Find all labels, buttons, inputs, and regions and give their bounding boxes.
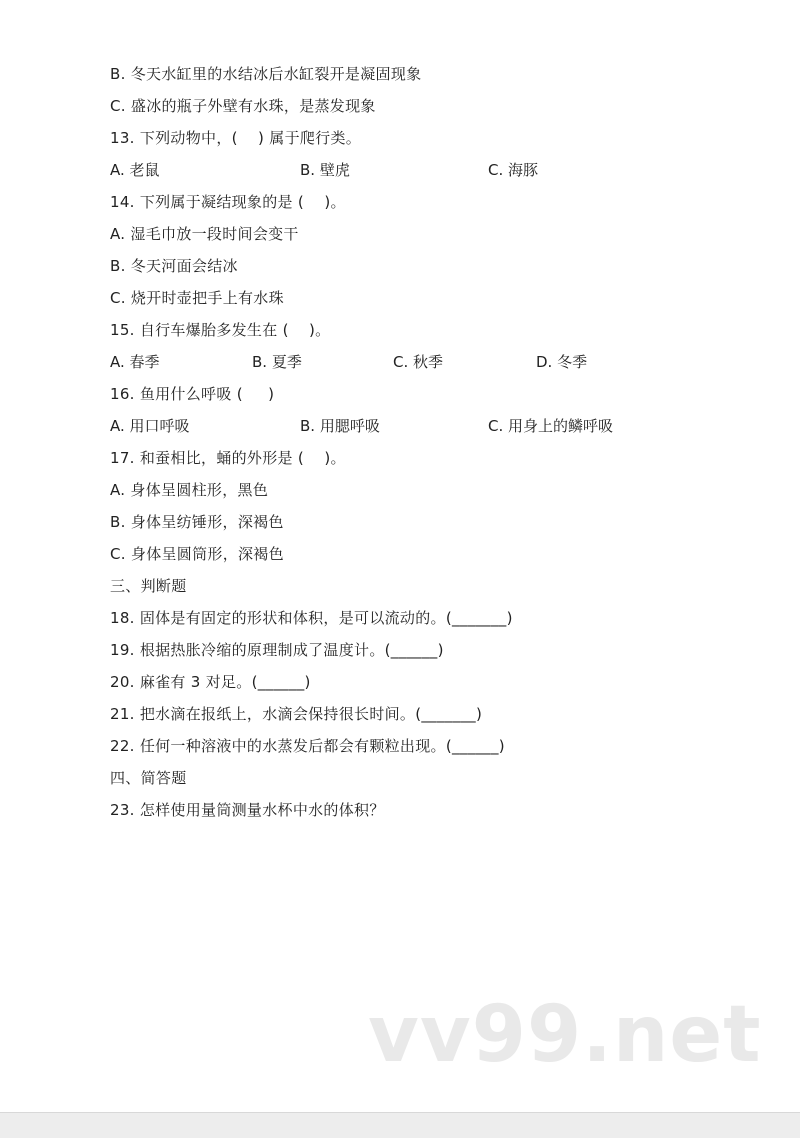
option-line: B. 冬天水缸里的水结冰后水缸裂开是凝固现象: [110, 65, 422, 83]
q13-option-b: B. 壁虎: [300, 161, 350, 179]
q15-option-a: A. 春季: [110, 353, 160, 371]
question-19: 19. 根据热胀冷缩的原理制成了温度计。(______): [110, 641, 444, 659]
q14-option-c: C. 烧开时壶把手上有水珠: [110, 289, 284, 307]
question-21: 21. 把水滴在报纸上，水滴会保持很长时间。(_______): [110, 705, 483, 723]
q16-option-b: B. 用腮呼吸: [300, 417, 380, 435]
question-17: 17. 和蚕相比，蛹的外形是 ( )。: [110, 449, 346, 467]
q13-option-a: A. 老鼠: [110, 161, 160, 179]
q14-option-b: B. 冬天河面会结冰: [110, 257, 238, 275]
q15-option-b: B. 夏季: [252, 353, 302, 371]
section-heading-judgement: 三、判断题: [110, 577, 187, 595]
question-23: 23. 怎样使用量筒测量水杯中水的体积？: [110, 801, 385, 819]
q15-option-d: D. 冬季: [536, 353, 588, 371]
q13-option-c: C. 海豚: [488, 161, 539, 179]
question-22: 22. 任何一种溶液中的水蒸发后都会有颗粒出现。(______): [110, 737, 505, 755]
section-heading-short-answer: 四、简答题: [110, 769, 187, 787]
question-15: 15. 自行车爆胎多发生在 ( )。: [110, 321, 331, 339]
q16-option-c: C. 用身上的鳞呼吸: [488, 417, 614, 435]
question-14: 14. 下列属于凝结现象的是 ( )。: [110, 193, 346, 211]
question-16: 16. 鱼用什么呼吸 ( ): [110, 385, 275, 403]
question-20: 20. 麻雀有 3 对足。(______): [110, 673, 311, 691]
q17-option-b: B. 身体呈纺锤形，深褐色: [110, 513, 284, 531]
option-line: C. 盛冰的瓶子外壁有水珠，是蒸发现象: [110, 97, 376, 115]
q15-option-c: C. 秋季: [393, 353, 444, 371]
q16-option-a: A. 用口呼吸: [110, 417, 190, 435]
question-13: 13. 下列动物中，( ) 属于爬行类。: [110, 129, 362, 147]
q17-option-a: A. 身体呈圆柱形，黑色: [110, 481, 269, 499]
question-18: 18. 固体是有固定的形状和体积，是可以流动的。(_______): [110, 609, 513, 627]
q17-option-c: C. 身体呈圆筒形，深褐色: [110, 545, 284, 563]
page-bottom-edge: [0, 1112, 800, 1138]
watermark: vv99.net: [368, 990, 762, 1080]
q14-option-a: A. 湿毛巾放一段时间会变干: [110, 225, 299, 243]
